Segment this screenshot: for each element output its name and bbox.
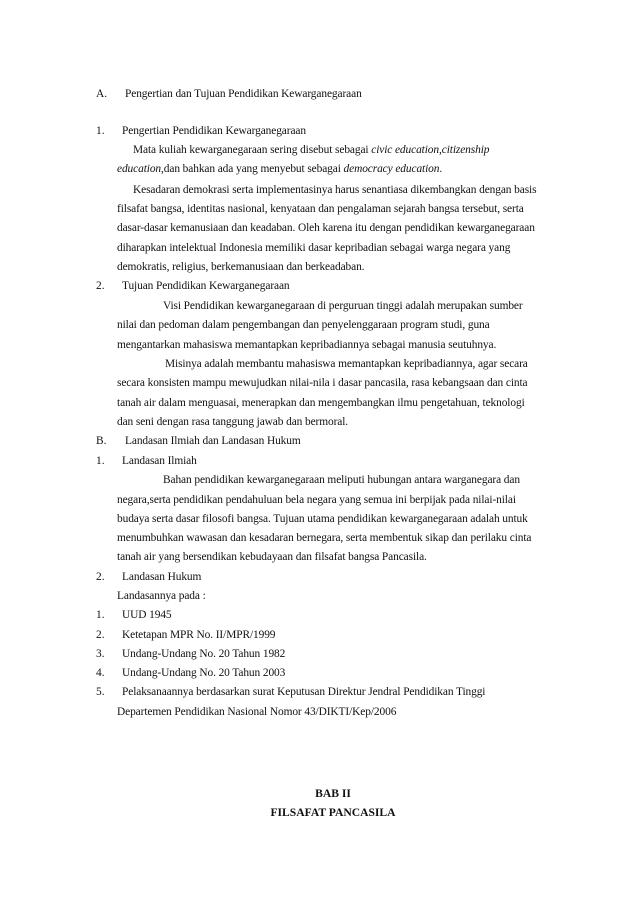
- sub-b1-marker: 1.: [96, 455, 105, 467]
- ilmiah-line: tanah air yang bersendikan kebudayaan dan filsafat bangsa Pancasila.: [117, 551, 427, 563]
- sub-1-marker: 1.: [96, 125, 105, 137]
- sub-b2-marker: 2.: [96, 571, 105, 583]
- section-b-marker: B.: [96, 435, 107, 447]
- sub-1-p2-line: filsafat bangsa, identitas nasional, kenyataan dan pengalaman sejarah bangsa tersebut, serta: [117, 203, 524, 215]
- chapter-label: BAB II: [315, 787, 351, 800]
- sub-b1-title: Landasan Ilmiah: [122, 455, 197, 467]
- ilmiah-line: negara,serta pendidikan pendahuluan bela negara yang semua ini berpijak pada nilai-nilai: [117, 494, 516, 506]
- sub-1-title: Pengertian Pendidikan Kewarganegaraan: [122, 125, 306, 137]
- hukum-item-continuation: Departemen Pendidikan Nasional Nomor 43/DIKTI/Kep/2006: [117, 706, 397, 718]
- hukum-item: Undang-Undang No. 20 Tahun 2003: [122, 667, 286, 679]
- hukum-item-marker: 5.: [96, 686, 105, 698]
- sub-1-p1-text-a: Mata kuliah kewarganegaraan sering disebut sebagai: [133, 144, 372, 156]
- ilmiah-line: Bahan pendidikan kewarganegaraan meliputi hubungan antara warganegara dan: [163, 474, 520, 486]
- hukum-item-marker: 2.: [96, 629, 105, 641]
- sub-1-p1-line2: [117, 162, 442, 176]
- sub-1-p1-emphasis-b: education: [117, 163, 162, 175]
- sub-1-p2-line: demokratis, religius, berkemanusiaan dan berkeadaban.: [117, 261, 365, 273]
- hukum-intro: Landasannya pada :: [117, 590, 206, 602]
- chapter-title: FILSAFAT PANCASILA: [270, 806, 396, 819]
- sub-1-p2-line: dasar-dasar kemanusiaan dan keadaban. Oleh karena itu dengan pendidikan kewarganegaraan: [117, 222, 535, 234]
- sub-1-p1-text-b: ,dan bahkan ada yang menyebut sebagai: [161, 163, 344, 175]
- section-b-title: Landasan Ilmiah dan Landasan Hukum: [125, 435, 301, 447]
- hukum-item: Undang-Undang No. 20 Tahun 1982: [122, 648, 286, 660]
- section-a-marker: A.: [96, 88, 108, 100]
- sub-2-title: Tujuan Pendidikan Kewarganegaraan: [122, 280, 290, 292]
- visi-line: Visi Pendidikan kewarganegaraan di perguruan tinggi adalah merupakan sumber: [163, 300, 523, 312]
- hukum-item-marker: 3.: [96, 648, 105, 660]
- ilmiah-line: menumbuhkan wawasan dan kesadaran bernegara, serta membentuk sikap dan perilaku cinta: [117, 532, 532, 544]
- section-a-title: Pengertian dan Tujuan Pendidikan Kewarganegaraan: [125, 88, 362, 100]
- misi-line: dan seni dengan rasa tanggung jawab dan bermoral.: [117, 416, 349, 428]
- hukum-item: UUD 1945: [122, 609, 172, 621]
- misi-line: secara konsisten mampu mewujudkan nilai-nila i dasar pancasila, rasa kebangsaan dan cinta: [117, 377, 528, 389]
- misi-line: tanah air dalam menguasai, menerapkan dan mengembangkan ilmu pengetahuan, teknologi: [117, 397, 525, 409]
- hukum-item-marker: 4.: [96, 667, 105, 679]
- hukum-item-marker: 1.: [96, 609, 105, 621]
- misi-line: Misinya adalah membantu mahasiswa memantapkan kepribadiannya, agar secara: [165, 358, 528, 370]
- sub-2-marker: 2.: [96, 280, 105, 292]
- sub-b2-title: Landasan Hukum: [122, 571, 202, 583]
- visi-line: nilai dan pedoman dalam pengembangan dan penyelenggaraan program studi, guna: [117, 319, 490, 331]
- ilmiah-line: budaya serta dasar filosofi bangsa. Tujuan utama pendidikan kewarganegaraan adalah untuk: [117, 513, 528, 525]
- hukum-item: Ketetapan MPR No. II/MPR/1999: [122, 629, 276, 641]
- sub-1-p1-text-c: .: [439, 163, 443, 175]
- sub-1-p1-line1: [133, 143, 489, 157]
- sub-1-p2-line: diharapkan intelektual Indonesia memiliki dasar kepribadian sebagai warga negara yang: [117, 242, 511, 254]
- sub-1-p1-emphasis-c: democracy education: [343, 163, 440, 175]
- visi-line: mengantarkan mahasiswa memantapkan kepribadiannya sebagai manusia seutuhnya.: [117, 339, 497, 351]
- sub-1-p1-emphasis-a: civic education,citizenship: [371, 144, 490, 156]
- hukum-item: Pelaksanaannya berdasarkan surat Keputusan Direktur Jendral Pendidikan Tinggi: [122, 686, 486, 698]
- sub-1-p2-line: Kesadaran demokrasi serta implementasinya harus senantiasa dikembangkan dengan basis: [133, 184, 537, 196]
